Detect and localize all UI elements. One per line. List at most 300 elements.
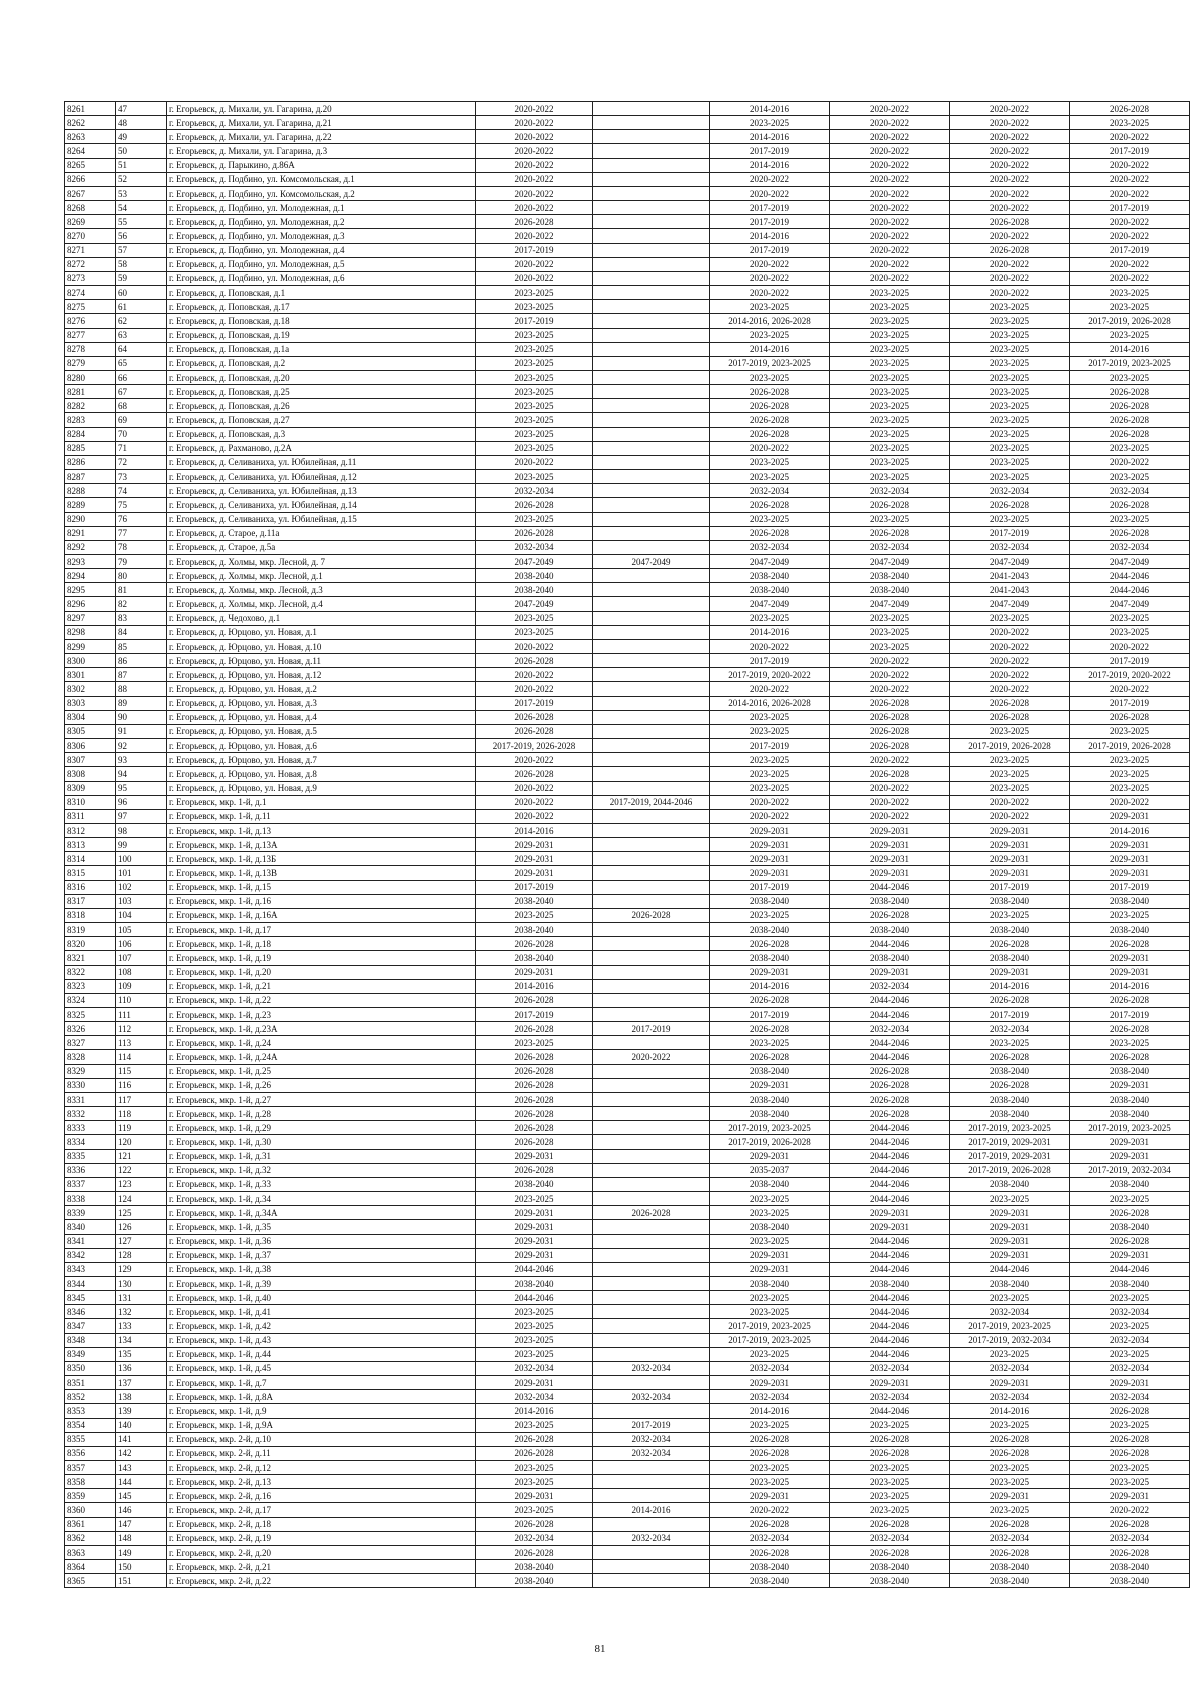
table-cell: 2023-2025: [476, 908, 593, 922]
table-cell: 2038-2040: [830, 923, 950, 937]
table-cell: 2017-2019: [1070, 880, 1190, 894]
table-cell: 8312: [65, 823, 116, 837]
table-cell: 2029-2031: [830, 1206, 950, 1220]
table-cell: г. Егорьевск, д. Юрцово, ул. Новая, д.3: [167, 696, 476, 710]
table-cell: 8285: [65, 441, 116, 455]
table-row: [65, 753, 1190, 767]
table-cell: 2020-2022: [710, 795, 830, 809]
table-cell: 2023-2025: [476, 470, 593, 484]
table-row: [65, 979, 1190, 993]
table-cell: 2029-2031: [950, 1489, 1070, 1503]
table-cell: 139: [116, 1404, 167, 1418]
table-cell: 2038-2040: [830, 1574, 950, 1588]
table-cell: 2029-2031: [950, 1234, 1070, 1248]
table-cell: [593, 158, 710, 172]
table-cell: [593, 1036, 710, 1050]
table-cell: 2017-2019: [710, 215, 830, 229]
table-cell: 2038-2040: [1070, 1560, 1190, 1574]
table-cell: 2026-2028: [710, 1432, 830, 1446]
table-cell: 8273: [65, 271, 116, 285]
table-cell: 80: [116, 569, 167, 583]
table-cell: 8299: [65, 639, 116, 653]
table-cell: 8280: [65, 370, 116, 384]
table-cell: 2023-2025: [1070, 908, 1190, 922]
table-cell: 8271: [65, 243, 116, 257]
table-cell: 2017-2019: [950, 880, 1070, 894]
table-cell: 2026-2028: [1070, 1206, 1190, 1220]
table-cell: 72: [116, 455, 167, 469]
table-cell: 2023-2025: [950, 441, 1070, 455]
table-cell: [593, 484, 710, 498]
schedule-table-body: [65, 102, 1190, 1588]
table-cell: 48: [116, 116, 167, 130]
table-cell: 2038-2040: [1070, 1220, 1190, 1234]
table-cell: 2014-2016: [476, 823, 593, 837]
table-cell: 52: [116, 172, 167, 186]
table-cell: 2023-2025: [710, 455, 830, 469]
table-cell: 2047-2049: [1070, 597, 1190, 611]
table-cell: 8323: [65, 979, 116, 993]
table-cell: 2032-2034: [950, 484, 1070, 498]
table-cell: 2029-2031: [710, 838, 830, 852]
table-cell: 2020-2022: [950, 201, 1070, 215]
table-cell: 2023-2025: [1070, 116, 1190, 130]
table-cell: 8293: [65, 555, 116, 569]
table-cell: 133: [116, 1319, 167, 1333]
table-cell: 8360: [65, 1503, 116, 1517]
table-cell: 2038-2040: [950, 1560, 1070, 1574]
table-cell: 8306: [65, 739, 116, 753]
table-cell: 2023-2025: [830, 385, 950, 399]
table-cell: [593, 455, 710, 469]
table-cell: 2023-2025: [950, 328, 1070, 342]
table-cell: 2032-2034: [593, 1446, 710, 1460]
table-cell: [593, 724, 710, 738]
table-cell: 2023-2025: [1070, 1418, 1190, 1432]
table-cell: 2038-2040: [710, 1574, 830, 1588]
table-cell: 2020-2022: [950, 625, 1070, 639]
table-cell: 103: [116, 894, 167, 908]
table-cell: 2026-2028: [950, 1078, 1070, 1092]
table-cell: 2014-2016: [710, 130, 830, 144]
table-cell: 2017-2019: [710, 739, 830, 753]
table-cell: 2023-2025: [710, 1206, 830, 1220]
table-cell: 129: [116, 1262, 167, 1276]
table-row: [65, 1361, 1190, 1375]
table-cell: 8324: [65, 993, 116, 1007]
table-cell: 8304: [65, 710, 116, 724]
table-cell: 2020-2022: [1070, 271, 1190, 285]
table-cell: 8321: [65, 951, 116, 965]
table-cell: 2020-2022: [950, 809, 1070, 823]
table-cell: 141: [116, 1432, 167, 1446]
table-row: [65, 852, 1190, 866]
table-cell: 2023-2025: [1070, 1192, 1190, 1206]
table-cell: 2026-2028: [950, 1050, 1070, 1064]
table-cell: 2023-2025: [476, 1461, 593, 1475]
table-cell: [593, 597, 710, 611]
table-cell: [593, 668, 710, 682]
table-cell: [593, 965, 710, 979]
table-cell: 116: [116, 1078, 167, 1092]
table-cell: 2023-2025: [476, 385, 593, 399]
table-cell: 2026-2028: [1070, 399, 1190, 413]
table-cell: г. Егорьевск, д. Михали, ул. Гагарина, д.20: [167, 102, 476, 116]
table-cell: 2020-2022: [1070, 130, 1190, 144]
table-cell: 2029-2031: [830, 1220, 950, 1234]
table-cell: 2017-2019: [476, 314, 593, 328]
table-cell: [593, 1177, 710, 1191]
table-cell: 2026-2028: [830, 1545, 950, 1559]
table-cell: 8350: [65, 1361, 116, 1375]
table-cell: 2029-2031: [950, 1220, 1070, 1234]
table-cell: 2044-2046: [1070, 569, 1190, 583]
table-cell: 2020-2022: [476, 271, 593, 285]
table-cell: 8300: [65, 654, 116, 668]
table-cell: [593, 923, 710, 937]
table-cell: 2020-2022: [710, 172, 830, 186]
table-cell: 2023-2025: [830, 1503, 950, 1517]
table-cell: [593, 144, 710, 158]
table-cell: 2017-2019: [1070, 144, 1190, 158]
table-cell: 69: [116, 413, 167, 427]
table-cell: 8307: [65, 753, 116, 767]
table-cell: 2029-2031: [476, 1489, 593, 1503]
table-cell: г. Егорьевск, д. Поповская, д.20: [167, 370, 476, 384]
table-cell: 2023-2025: [950, 1418, 1070, 1432]
table-cell: [593, 993, 710, 1007]
table-cell: 2026-2028: [830, 739, 950, 753]
table-cell: г. Егорьевск, мкр. 2-й, д.10: [167, 1432, 476, 1446]
table-cell: 2023-2025: [1070, 753, 1190, 767]
table-cell: 2014-2016: [593, 1503, 710, 1517]
table-cell: 109: [116, 979, 167, 993]
table-row: [65, 116, 1190, 130]
table-cell: [593, 540, 710, 554]
table-cell: 2032-2034: [830, 1531, 950, 1545]
table-cell: г. Егорьевск, д. Селиваниха, ул. Юбилейная, д.11: [167, 455, 476, 469]
table-cell: г. Егорьевск, д. Подбино, ул. Молодежная, д.1: [167, 201, 476, 215]
table-cell: 2026-2028: [950, 215, 1070, 229]
table-cell: г. Егорьевск, д. Михали, ул. Гагарина, д.21: [167, 116, 476, 130]
table-cell: 2020-2022: [950, 682, 1070, 696]
table-row: [65, 1574, 1190, 1588]
table-cell: [593, 838, 710, 852]
table-cell: 2023-2025: [830, 1461, 950, 1475]
table-cell: 2029-2031: [710, 1262, 830, 1276]
table-cell: 2020-2022: [830, 172, 950, 186]
table-cell: 2032-2034: [593, 1432, 710, 1446]
table-cell: 8338: [65, 1192, 116, 1206]
table-row: [65, 1262, 1190, 1276]
table-cell: 2044-2046: [476, 1291, 593, 1305]
table-cell: 131: [116, 1291, 167, 1305]
table-cell: 2038-2040: [830, 583, 950, 597]
table-cell: 2047-2049: [476, 597, 593, 611]
table-cell: 2038-2040: [1070, 1177, 1190, 1191]
table-cell: 2023-2025: [476, 1503, 593, 1517]
table-cell: [593, 116, 710, 130]
table-cell: 2020-2022: [830, 809, 950, 823]
table-cell: 2023-2025: [476, 512, 593, 526]
table-cell: 2026-2028: [593, 1206, 710, 1220]
table-row: [65, 866, 1190, 880]
table-cell: 2020-2022: [710, 682, 830, 696]
table-cell: 78: [116, 540, 167, 554]
table-cell: 2026-2028: [1070, 937, 1190, 951]
table-cell: 2026-2028: [476, 1135, 593, 1149]
table-cell: 2029-2031: [1070, 1078, 1190, 1092]
table-cell: 2017-2019, 2023-2025: [950, 1121, 1070, 1135]
table-cell: 2023-2025: [476, 1333, 593, 1347]
table-row: [65, 937, 1190, 951]
table-cell: 2047-2049: [710, 597, 830, 611]
table-cell: 2020-2022: [830, 201, 950, 215]
table-row: [65, 965, 1190, 979]
table-cell: 2038-2040: [476, 923, 593, 937]
table-cell: 2026-2028: [710, 1446, 830, 1460]
table-cell: 118: [116, 1107, 167, 1121]
table-cell: г. Егорьевск, д. Поповская, д.19: [167, 328, 476, 342]
table-cell: 2029-2031: [1070, 1489, 1190, 1503]
table-cell: г. Егорьевск, мкр. 1-й, д.24А: [167, 1050, 476, 1064]
table-cell: 2038-2040: [710, 894, 830, 908]
table-cell: 8295: [65, 583, 116, 597]
table-cell: 2044-2046: [950, 1262, 1070, 1276]
table-cell: г. Егорьевск, д. Поповская, д.26: [167, 399, 476, 413]
table-cell: г. Егорьевск, д. Парыкино, д.86А: [167, 158, 476, 172]
table-cell: 2026-2028: [1070, 102, 1190, 116]
table-cell: 8339: [65, 1206, 116, 1220]
table-cell: 2026-2028: [476, 993, 593, 1007]
table-cell: 8358: [65, 1475, 116, 1489]
table-cell: 2023-2025: [1070, 328, 1190, 342]
table-cell: г. Егорьевск, д. Селиваниха, ул. Юбилейная, д.14: [167, 498, 476, 512]
table-cell: 8298: [65, 625, 116, 639]
table-cell: 2020-2022: [1070, 229, 1190, 243]
table-cell: 2032-2034: [476, 484, 593, 498]
table-cell: 2026-2028: [476, 767, 593, 781]
table-row: [65, 1092, 1190, 1106]
table-cell: 101: [116, 866, 167, 880]
table-cell: 2023-2025: [1070, 1291, 1190, 1305]
table-row: [65, 1305, 1190, 1319]
table-cell: 2026-2028: [710, 1022, 830, 1036]
table-cell: 2032-2034: [1070, 540, 1190, 554]
table-cell: 2038-2040: [710, 569, 830, 583]
table-cell: [593, 1163, 710, 1177]
table-row: [65, 1418, 1190, 1432]
table-cell: 2023-2025: [1070, 625, 1190, 639]
table-cell: 8349: [65, 1347, 116, 1361]
table-row: [65, 795, 1190, 809]
table-cell: 47: [116, 102, 167, 116]
table-cell: 2023-2025: [710, 908, 830, 922]
table-cell: 2020-2022: [950, 795, 1070, 809]
table-cell: 113: [116, 1036, 167, 1050]
table-row: [65, 1064, 1190, 1078]
table-cell: 2020-2022: [476, 116, 593, 130]
table-cell: 2020-2022: [1070, 682, 1190, 696]
table-cell: 2023-2025: [830, 370, 950, 384]
table-row: [65, 1149, 1190, 1163]
table-cell: 2023-2025: [950, 370, 1070, 384]
table-cell: [593, 1560, 710, 1574]
table-cell: 65: [116, 356, 167, 370]
table-cell: г. Егорьевск, д. Поповская, д.2: [167, 356, 476, 370]
table-cell: 2020-2022: [710, 809, 830, 823]
table-cell: 2023-2025: [476, 356, 593, 370]
table-cell: 2029-2031: [710, 866, 830, 880]
table-cell: 2047-2049: [950, 597, 1070, 611]
table-cell: г. Егорьевск, мкр. 1-й, д.29: [167, 1121, 476, 1135]
table-cell: [593, 696, 710, 710]
table-cell: 2020-2022: [950, 668, 1070, 682]
table-cell: 2020-2022: [476, 682, 593, 696]
table-cell: г. Егорьевск, мкр. 1-й, д.27: [167, 1092, 476, 1106]
table-cell: г. Егорьевск, д. Подбино, ул. Комсомольская, д.1: [167, 172, 476, 186]
table-cell: 2026-2028: [1070, 1022, 1190, 1036]
table-cell: 2023-2025: [950, 1461, 1070, 1475]
table-cell: 2023-2025: [950, 1291, 1070, 1305]
table-cell: 2020-2022: [830, 795, 950, 809]
table-cell: 88: [116, 682, 167, 696]
table-cell: 2017-2019, 2020-2022: [710, 668, 830, 682]
table-row: [65, 144, 1190, 158]
table-cell: 2047-2049: [593, 555, 710, 569]
table-cell: [593, 172, 710, 186]
table-cell: 2014-2016: [710, 1404, 830, 1418]
table-cell: 136: [116, 1361, 167, 1375]
table-cell: [593, 1517, 710, 1531]
table-cell: [593, 257, 710, 271]
table-cell: г. Егорьевск, мкр. 1-й, д.39: [167, 1276, 476, 1290]
table-cell: г. Егорьевск, д. Подбино, ул. Молодежная, д.6: [167, 271, 476, 285]
table-cell: 2020-2022: [950, 144, 1070, 158]
table-cell: 51: [116, 158, 167, 172]
table-cell: 92: [116, 739, 167, 753]
table-cell: 128: [116, 1248, 167, 1262]
table-cell: 124: [116, 1192, 167, 1206]
table-cell: 2032-2034: [950, 1022, 1070, 1036]
table-cell: 142: [116, 1446, 167, 1460]
table-cell: 8296: [65, 597, 116, 611]
table-cell: 2026-2028: [1070, 427, 1190, 441]
table-cell: 2020-2022: [710, 1503, 830, 1517]
table-cell: 8318: [65, 908, 116, 922]
table-cell: 2020-2022: [830, 130, 950, 144]
table-row: [65, 1390, 1190, 1404]
table-cell: г. Егорьевск, д. Чедохово, д.1: [167, 611, 476, 625]
table-cell: [593, 342, 710, 356]
table-cell: 2023-2025: [476, 1475, 593, 1489]
table-cell: 2023-2025: [710, 753, 830, 767]
table-cell: 2026-2028: [476, 1432, 593, 1446]
table-cell: 2044-2046: [830, 1333, 950, 1347]
table-cell: 2029-2031: [1070, 965, 1190, 979]
table-cell: 2020-2022: [950, 271, 1070, 285]
table-cell: 8351: [65, 1376, 116, 1390]
table-row: [65, 1276, 1190, 1290]
table-cell: 2023-2025: [950, 1503, 1070, 1517]
table-cell: 2044-2046: [830, 1192, 950, 1206]
table-row: [65, 215, 1190, 229]
table-row: [65, 1560, 1190, 1574]
table-row: [65, 498, 1190, 512]
table-cell: 106: [116, 937, 167, 951]
table-cell: 2023-2025: [830, 611, 950, 625]
table-cell: 2020-2022: [830, 186, 950, 200]
table-cell: 2023-2025: [1070, 300, 1190, 314]
table-cell: 2017-2019, 2023-2025: [1070, 356, 1190, 370]
table-cell: [593, 1078, 710, 1092]
table-cell: [593, 880, 710, 894]
table-cell: 2023-2025: [950, 342, 1070, 356]
table-row: [65, 1489, 1190, 1503]
table-cell: 2023-2025: [710, 724, 830, 738]
table-cell: 2032-2034: [593, 1361, 710, 1375]
table-cell: г. Егорьевск, д. Юрцово, ул. Новая, д.6: [167, 739, 476, 753]
table-cell: [593, 1376, 710, 1390]
table-cell: г. Егорьевск, мкр. 1-й, д.43: [167, 1333, 476, 1347]
table-cell: 2029-2031: [1070, 838, 1190, 852]
table-cell: 2020-2022: [1070, 1503, 1190, 1517]
table-cell: [593, 739, 710, 753]
table-cell: 2047-2049: [950, 555, 1070, 569]
table-cell: 8267: [65, 186, 116, 200]
table-cell: 2020-2022: [476, 102, 593, 116]
table-row: [65, 526, 1190, 540]
table-cell: 2023-2025: [830, 427, 950, 441]
table-cell: 2032-2034: [710, 1390, 830, 1404]
table-cell: 8344: [65, 1276, 116, 1290]
table-cell: 2044-2046: [830, 1248, 950, 1262]
table-cell: 2023-2025: [476, 1305, 593, 1319]
table-cell: 2026-2028: [1070, 498, 1190, 512]
table-cell: 2026-2028: [476, 215, 593, 229]
table-cell: 2032-2034: [1070, 1333, 1190, 1347]
table-cell: 2023-2025: [710, 1418, 830, 1432]
table-cell: 2020-2022: [1070, 455, 1190, 469]
table-cell: 2047-2049: [476, 555, 593, 569]
table-cell: 2032-2034: [830, 979, 950, 993]
table-cell: 2032-2034: [830, 1022, 950, 1036]
table-cell: 8292: [65, 540, 116, 554]
table-cell: 84: [116, 625, 167, 639]
table-cell: 91: [116, 724, 167, 738]
table-cell: 8268: [65, 201, 116, 215]
table-cell: 2020-2022: [476, 753, 593, 767]
table-cell: 2038-2040: [476, 1177, 593, 1191]
table-cell: 2029-2031: [950, 965, 1070, 979]
table-cell: 59: [116, 271, 167, 285]
table-cell: г. Егорьевск, мкр. 1-й, д.41: [167, 1305, 476, 1319]
table-cell: 2020-2022: [710, 271, 830, 285]
table-cell: 2014-2016: [1070, 823, 1190, 837]
table-cell: 66: [116, 370, 167, 384]
table-cell: [593, 243, 710, 257]
table-cell: г. Егорьевск, мкр. 1-й, д.21: [167, 979, 476, 993]
table-cell: 2038-2040: [710, 1220, 830, 1234]
table-cell: 2029-2031: [830, 1376, 950, 1390]
table-cell: 2020-2022: [830, 271, 950, 285]
table-row: [65, 441, 1190, 455]
table-cell: 8288: [65, 484, 116, 498]
table-cell: 2044-2046: [830, 1177, 950, 1191]
table-cell: 104: [116, 908, 167, 922]
table-cell: 2044-2046: [830, 1234, 950, 1248]
table-cell: 8342: [65, 1248, 116, 1262]
